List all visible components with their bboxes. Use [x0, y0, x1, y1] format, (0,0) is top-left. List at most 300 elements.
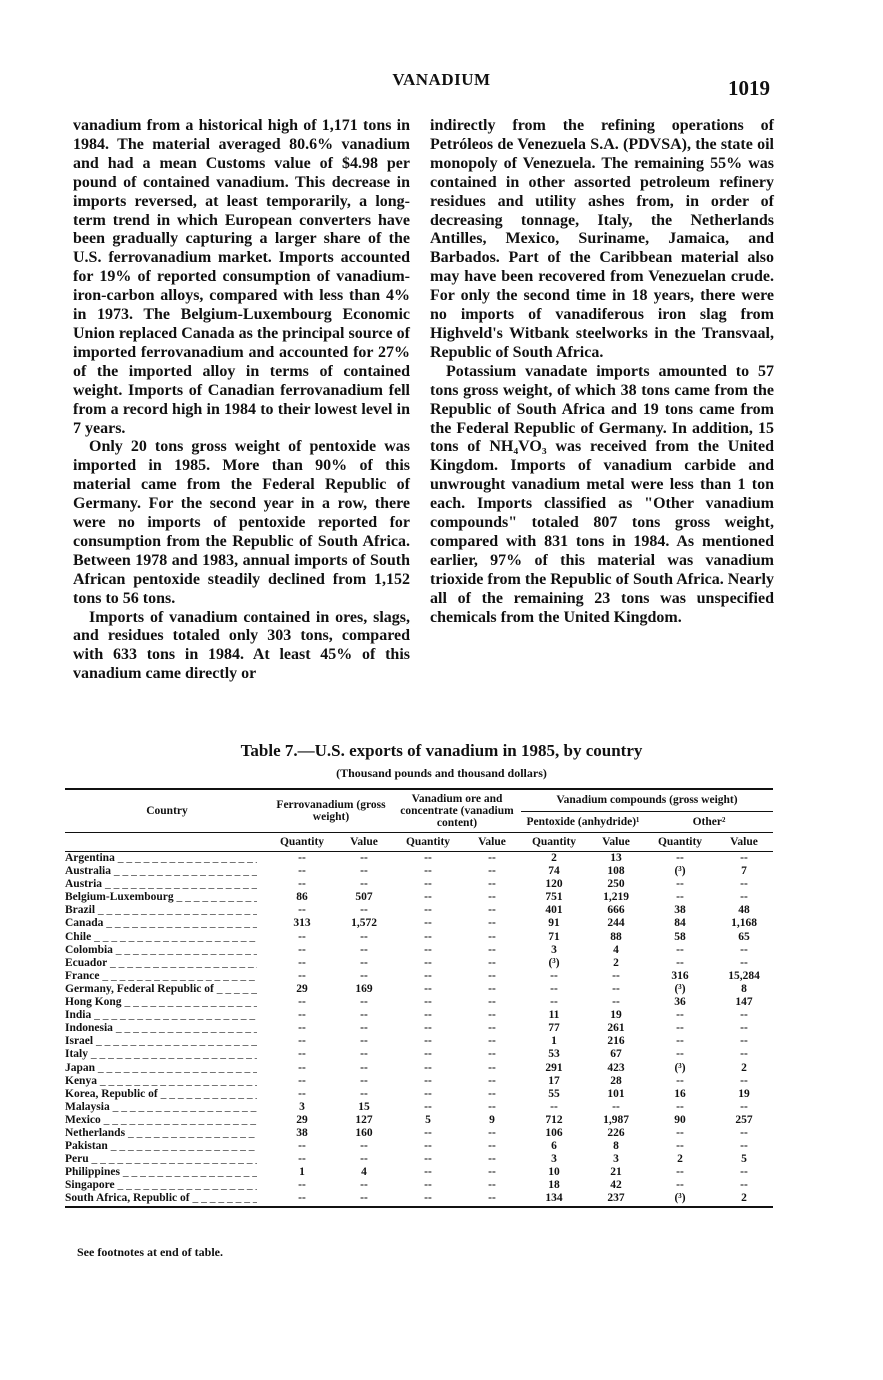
value-cell: --: [488, 1100, 496, 1113]
table-row: [65, 996, 773, 1009]
value-cell: --: [298, 904, 306, 917]
value-cell: 19: [610, 1009, 622, 1022]
value-cell: 423: [607, 1061, 625, 1074]
exports-table-container: [65, 788, 773, 1208]
table-row: [65, 1009, 773, 1022]
country-cell: [65, 1179, 269, 1192]
country-cell: [65, 852, 269, 866]
value-cell: 29: [296, 1113, 308, 1126]
country-cell: [65, 891, 269, 904]
value-cell: 5: [741, 1153, 747, 1166]
table-row: [65, 1048, 773, 1061]
table-row: [65, 1114, 773, 1127]
value-cell: --: [424, 904, 432, 917]
table-row: [65, 970, 773, 983]
value-cell: --: [360, 1153, 368, 1166]
value-cell: --: [550, 982, 558, 995]
country-name: Brazil _ _ _: [65, 904, 257, 917]
value-cell: 67: [610, 1048, 622, 1061]
value-cell: --: [424, 865, 432, 878]
value-cell: 3: [299, 1100, 305, 1113]
right-text-column: [430, 117, 774, 627]
value-cell: --: [740, 852, 748, 864]
value-cell: 169: [355, 982, 373, 995]
table-row: [65, 1075, 773, 1088]
value-cell: --: [360, 1061, 368, 1074]
value-cell: 106: [545, 1126, 563, 1139]
country-cell: [65, 957, 269, 970]
value-cell: (³): [548, 956, 560, 969]
value-cell: --: [360, 996, 368, 1009]
table-row: [65, 1140, 773, 1153]
value-cell: 226: [607, 1126, 625, 1139]
value-cell: --: [740, 891, 748, 904]
value-cell: --: [298, 1048, 306, 1061]
table-row: [65, 1127, 773, 1140]
value-cell: --: [676, 956, 684, 969]
value-cell: 1,168: [731, 917, 757, 930]
value-cell: --: [488, 1126, 496, 1139]
value-cell: --: [488, 1153, 496, 1166]
value-cell: 261: [607, 1022, 625, 1035]
paragraph: Imports of vanadium contained in ores, slags, and residues totaled only 303 tons, compared with 633 tons in 1984. At least 45% of this vanadium came directly or: [73, 608, 410, 683]
value-cell: 77: [548, 1022, 560, 1035]
value-cell: 120: [545, 878, 563, 891]
value-cell: 2: [613, 956, 619, 969]
value-cell: 2: [677, 1153, 683, 1166]
value-cell: 28: [610, 1074, 622, 1087]
value-cell: --: [740, 878, 748, 891]
value-cell: --: [740, 1009, 748, 1022]
left-text-column: [73, 117, 410, 684]
country-name: Philippines _ _ _: [65, 1166, 257, 1179]
value-cell: --: [360, 1074, 368, 1087]
value-cell: 8: [741, 982, 747, 995]
value-cell: --: [612, 982, 620, 995]
value-cell: --: [298, 1061, 306, 1074]
value-cell: --: [612, 996, 620, 1009]
value-cell: --: [488, 1048, 496, 1061]
country-cell: [65, 970, 269, 983]
table-row: [65, 983, 773, 996]
page-number: 1019: [728, 76, 770, 100]
value-cell: --: [488, 943, 496, 956]
value-cell: --: [360, 1087, 368, 1100]
value-cell: --: [550, 969, 558, 982]
country-cell: [65, 944, 269, 957]
value-cell: 38: [296, 1126, 308, 1139]
value-cell: --: [550, 996, 558, 1009]
value-cell: --: [424, 917, 432, 930]
value-cell: --: [740, 1035, 748, 1048]
value-cell: 58: [674, 930, 686, 943]
value-cell: --: [360, 1140, 368, 1153]
value-cell: 15: [358, 1100, 370, 1113]
value-cell: --: [298, 1009, 306, 1022]
value-cell: --: [676, 1166, 684, 1179]
table-caption: Table 7.—U.S. exports of vanadium in 1985, by country: [240, 741, 643, 760]
value-cell: --: [360, 1022, 368, 1035]
header-quantity: Quantity: [531, 836, 577, 848]
value-cell: --: [360, 852, 368, 864]
value-cell: --: [488, 865, 496, 878]
value-cell: --: [298, 1022, 306, 1035]
value-cell: --: [360, 1179, 368, 1192]
country-cell: [65, 1048, 269, 1061]
value-cell: 134: [545, 1192, 563, 1205]
value-cell: --: [550, 1100, 558, 1113]
header-value: Value: [730, 836, 758, 848]
paragraph: Potassium vanadate imports amounted to 57 tons gross weight, of which 38 tons came from the Republic of South Africa and 19 tons came from the Federal Republic of Germany. In addition, 15 tons of NH₄VO₃ was received from the United Kingdom. Imports of vanadium carbide and unwrought vanadium metal were less than 1 ton each. Imports classified as "Other vanadium compounds" totaled 807 tons gross weight, compared with 831 tons in 1984. As mentioned earlier, 97% of this material was vanadium trioxide from the Republic of South Africa. Nearly all of the remaining 23 tons was unspecified chemicals from the United Kingdom.: [430, 362, 774, 626]
value-cell: --: [424, 891, 432, 904]
header-vanadium-ore: Vanadium ore and concentrate (vanadium content): [400, 793, 514, 829]
value-cell: --: [298, 1192, 306, 1205]
value-cell: 16: [674, 1087, 686, 1100]
value-cell: 55: [548, 1087, 560, 1100]
country-cell: [65, 1127, 269, 1140]
value-cell: 53: [548, 1048, 560, 1061]
country-name: Austria _ _ _: [65, 878, 257, 891]
value-cell: --: [488, 982, 496, 995]
value-cell: --: [488, 1061, 496, 1074]
table-body: [65, 852, 773, 1207]
header-pentoxide: Pentoxide (anhydride)¹: [526, 815, 640, 828]
value-cell: --: [424, 1192, 432, 1205]
value-cell: 19: [738, 1087, 750, 1100]
value-cell: 147: [735, 996, 753, 1009]
value-cell: --: [488, 891, 496, 904]
value-cell: 9: [489, 1113, 495, 1126]
value-cell: 1,987: [603, 1113, 629, 1126]
value-cell: 507: [355, 891, 373, 904]
value-cell: --: [360, 930, 368, 943]
value-cell: --: [424, 1126, 432, 1139]
value-cell: 291: [545, 1061, 563, 1074]
value-cell: --: [424, 1009, 432, 1022]
table-row: [65, 1166, 773, 1179]
header-value: Value: [478, 836, 506, 848]
value-cell: --: [488, 1140, 496, 1153]
value-cell: --: [424, 852, 432, 864]
value-cell: --: [676, 1140, 684, 1153]
table-row: [65, 1153, 773, 1166]
value-cell: --: [424, 1022, 432, 1035]
value-cell: (³): [674, 1192, 686, 1205]
country-cell: [65, 904, 269, 917]
value-cell: --: [298, 878, 306, 891]
value-cell: 1,219: [603, 891, 629, 904]
value-cell: --: [676, 1100, 684, 1113]
value-cell: (³): [674, 1061, 686, 1074]
value-cell: 17: [548, 1074, 560, 1087]
value-cell: --: [298, 930, 306, 943]
table-row: [65, 1088, 773, 1101]
value-cell: --: [424, 1087, 432, 1100]
value-cell: --: [424, 1061, 432, 1074]
value-cell: 8: [613, 1140, 619, 1153]
value-cell: --: [360, 1048, 368, 1061]
value-cell: --: [360, 1192, 368, 1205]
country-cell: [65, 1153, 269, 1166]
value-cell: 91: [548, 917, 560, 930]
value-cell: --: [488, 917, 496, 930]
table-row: [65, 1101, 773, 1114]
value-cell: --: [488, 878, 496, 891]
value-cell: 216: [607, 1035, 625, 1048]
value-cell: --: [298, 865, 306, 878]
table-row: [65, 917, 773, 930]
value-cell: 2: [741, 1061, 747, 1074]
country-cell: [65, 917, 269, 930]
value-cell: --: [298, 996, 306, 1009]
value-cell: --: [488, 1166, 496, 1179]
value-cell: --: [424, 930, 432, 943]
value-cell: 712: [545, 1113, 563, 1126]
value-cell: --: [360, 878, 368, 891]
value-cell: --: [488, 1087, 496, 1100]
value-cell: 316: [671, 969, 689, 982]
value-cell: --: [676, 1048, 684, 1061]
value-cell: 36: [674, 996, 686, 1009]
value-cell: 10: [548, 1166, 560, 1179]
value-cell: --: [360, 865, 368, 878]
value-cell: --: [740, 1166, 748, 1179]
country-name: Netherlands _ _ _: [65, 1127, 257, 1140]
value-cell: --: [488, 1192, 496, 1205]
country-name: Singapore _ _ _: [65, 1179, 257, 1192]
value-cell: --: [360, 943, 368, 956]
value-cell: 244: [607, 917, 625, 930]
value-cell: 250: [607, 878, 625, 891]
value-cell: --: [298, 852, 306, 864]
value-cell: 108: [607, 865, 625, 878]
header-value: Value: [350, 836, 378, 848]
header-other: Other²: [692, 815, 726, 828]
value-cell: 6: [551, 1140, 557, 1153]
value-cell: 237: [607, 1192, 625, 1205]
country-name: Kenya _ _ _: [65, 1075, 257, 1088]
table-row: [65, 1062, 773, 1075]
country-cell: [65, 1166, 269, 1179]
table-subcaption: (Thousand pounds and thousand dollars): [336, 766, 547, 780]
value-cell: --: [740, 1100, 748, 1113]
header-quantity: Quantity: [405, 836, 451, 848]
value-cell: 15,284: [728, 969, 760, 982]
paragraph: Only 20 tons gross weight of pentoxide was imported in 1985. More than 90% of this material came from the Federal Republic of Germany. For the second year in a row, there were no imports of pentoxide reported for consumption from the Republic of South Africa. Between 1978 and 1983, annual imports of South African pentoxide steadily declined from 1,152 tons to 56 tons.: [73, 438, 410, 607]
paragraph: vanadium from a historical high of 1,171 tons in 1984. The material averaged 80.6% vanadium and had a mean Customs value of $4.98 per pound of contained vanadium. This decrease in imports reversed, at least temporarily, a long-term trend in which European converters have been gradually capturing a larger share of the U.S. ferrovanadium market. Imports accounted for 19% of reported consumption of vanadium-iron-carbon alloys, compared with less than 4% in 1973. The Belgium-Luxembourg Economic Union replaced Canada as the principal source of imported ferrovanadium and accounted for 27% of the imported alloy in terms of contained weight. Imports of Canadian ferrovanadium fell from a record high in 1984 to their lowest level in 7 years.: [73, 117, 410, 437]
paragraph: indirectly from the refining operations of Petróleos de Venezuela S.A. (PDVSA), the state oil monopoly of Venezuela. The remaining 55% was contained in other assorted petroleum refinery residues and utility ashes from, in order of decreasing tonnage, Italy, the Netherlands Antilles, Mexico, Suriname, Jamaica, and Barbados. Part of the Caribbean material also may have been recovered from Venezuelan crude. For only the second time in 18 years, there were no imports of vanadiferous iron slag from Highveld's Witbank steelworks in the Transvaal, Republic of South Africa.: [430, 117, 774, 361]
country-cell: [65, 931, 269, 944]
value-cell: (³): [674, 982, 686, 995]
country-name: Malaysia _ _ _: [65, 1101, 257, 1114]
value-cell: --: [488, 1074, 496, 1087]
value-cell: 7: [741, 865, 747, 878]
country-name: Japan _ _ _: [65, 1062, 257, 1075]
header-value: Value: [602, 836, 630, 848]
value-cell: --: [488, 1022, 496, 1035]
value-cell: --: [676, 943, 684, 956]
value-cell: --: [740, 1126, 748, 1139]
value-cell: --: [488, 852, 496, 864]
country-cell: [65, 996, 269, 1009]
country-name: Argentina _ _ _: [65, 852, 257, 865]
value-cell: 1: [299, 1166, 305, 1179]
value-cell: --: [612, 1100, 620, 1113]
value-cell: --: [740, 956, 748, 969]
table-row: [65, 944, 773, 957]
value-cell: --: [740, 1074, 748, 1087]
table-row: [65, 865, 773, 878]
country-name: France _ _ _: [65, 970, 257, 983]
value-cell: --: [298, 1153, 306, 1166]
value-cell: --: [424, 1179, 432, 1192]
value-cell: 3: [551, 943, 557, 956]
value-cell: 74: [548, 865, 560, 878]
value-cell: --: [488, 1179, 496, 1192]
value-cell: --: [740, 1179, 748, 1192]
value-cell: --: [424, 969, 432, 982]
value-cell: --: [298, 1035, 306, 1048]
value-cell: 71: [548, 930, 560, 943]
country-cell: [65, 1075, 269, 1088]
country-name: Australia _ _ _: [65, 865, 257, 878]
country-cell: [65, 1009, 269, 1022]
value-cell: --: [676, 1126, 684, 1139]
header-quantity: Quantity: [279, 836, 325, 848]
value-cell: 5: [425, 1113, 431, 1126]
value-cell: --: [740, 1048, 748, 1061]
table-row: [65, 1192, 773, 1206]
country-name: Colombia _ _ _: [65, 944, 257, 957]
value-cell: --: [360, 1009, 368, 1022]
table-row: [65, 1179, 773, 1192]
value-cell: --: [676, 1009, 684, 1022]
country-cell: [65, 1140, 269, 1153]
value-cell: --: [298, 1179, 306, 1192]
country-name: Chile _ _ _: [65, 931, 257, 944]
country-cell: [65, 1022, 269, 1035]
country-cell: [65, 1088, 269, 1101]
country-cell: [65, 983, 269, 996]
value-cell: --: [298, 1087, 306, 1100]
value-cell: 38: [674, 904, 686, 917]
value-cell: --: [424, 982, 432, 995]
country-name: Israel _ _ _: [65, 1035, 257, 1048]
value-cell: 48: [738, 904, 750, 917]
value-cell: 65: [738, 930, 750, 943]
value-cell: --: [488, 956, 496, 969]
value-cell: --: [424, 996, 432, 1009]
value-cell: --: [612, 969, 620, 982]
value-cell: 1: [551, 1035, 557, 1048]
country-name: Italy _ _ _: [65, 1048, 257, 1061]
value-cell: --: [424, 1048, 432, 1061]
country-name: Germany, Federal Republic of _ _ _: [65, 983, 257, 996]
country-name: Pakistan _ _ _: [65, 1140, 257, 1153]
value-cell: 160: [355, 1126, 373, 1139]
country-cell: [65, 878, 269, 891]
value-cell: --: [424, 1153, 432, 1166]
value-cell: --: [298, 1140, 306, 1153]
header-vanadium-compounds: Vanadium compounds (gross weight): [521, 789, 773, 811]
value-cell: --: [488, 969, 496, 982]
value-cell: 2: [551, 852, 557, 864]
value-cell: 127: [355, 1113, 373, 1126]
value-cell: 401: [545, 904, 563, 917]
value-cell: 257: [735, 1113, 753, 1126]
value-cell: 88: [610, 930, 622, 943]
value-cell: --: [298, 1074, 306, 1087]
value-cell: --: [676, 852, 684, 864]
country-name: Peru _ _ _: [65, 1153, 257, 1166]
header-quantity: Quantity: [657, 836, 703, 848]
value-cell: 4: [361, 1166, 367, 1179]
exports-table: [65, 788, 773, 1208]
value-cell: 90: [674, 1113, 686, 1126]
country-cell: [65, 1035, 269, 1048]
value-cell: --: [360, 1035, 368, 1048]
country-name: India _ _ _: [65, 1009, 257, 1022]
country-name: Hong Kong _ _ _: [65, 996, 257, 1009]
value-cell: --: [424, 943, 432, 956]
value-cell: --: [298, 969, 306, 982]
table-row: [65, 1022, 773, 1035]
value-cell: 4: [613, 943, 619, 956]
country-name: Indonesia _ _ _: [65, 1022, 257, 1035]
table-row: [65, 852, 773, 866]
running-header-title: VANADIUM: [392, 70, 491, 89]
value-cell: --: [676, 1035, 684, 1048]
country-name: South Africa, Republic of _ _ _: [65, 1192, 257, 1205]
country-name: Belgium-Luxembourg _ _ _: [65, 891, 257, 904]
value-cell: --: [676, 1022, 684, 1035]
value-cell: --: [676, 1179, 684, 1192]
value-cell: --: [424, 1074, 432, 1087]
value-cell: --: [488, 1009, 496, 1022]
value-cell: --: [488, 904, 496, 917]
value-cell: --: [740, 1022, 748, 1035]
value-cell: 3: [613, 1153, 619, 1166]
country-cell: [65, 1192, 269, 1206]
country-cell: [65, 1114, 269, 1127]
value-cell: --: [424, 1166, 432, 1179]
value-cell: --: [676, 878, 684, 891]
table-row: [65, 931, 773, 944]
header-ferrovanadium: Ferrovanadium (gross weight): [276, 799, 386, 823]
value-cell: 313: [293, 917, 311, 930]
value-cell: --: [424, 1140, 432, 1153]
value-cell: 2: [741, 1192, 747, 1205]
value-cell: --: [298, 956, 306, 969]
value-cell: --: [360, 904, 368, 917]
country-cell: [65, 1101, 269, 1114]
value-cell: 84: [674, 917, 686, 930]
value-cell: --: [740, 1140, 748, 1153]
country-cell: [65, 865, 269, 878]
value-cell: --: [488, 996, 496, 1009]
table-row: [65, 957, 773, 970]
country-name: Ecuador _ _ _: [65, 957, 257, 970]
value-cell: 29: [296, 982, 308, 995]
value-cell: 86: [296, 891, 308, 904]
value-cell: --: [676, 1074, 684, 1087]
value-cell: 42: [610, 1179, 622, 1192]
value-cell: 21: [610, 1166, 622, 1179]
table-row: [65, 1035, 773, 1048]
table-row: [65, 891, 773, 904]
value-cell: --: [360, 969, 368, 982]
footnote-reference: See footnotes at end of table.: [77, 1245, 223, 1259]
